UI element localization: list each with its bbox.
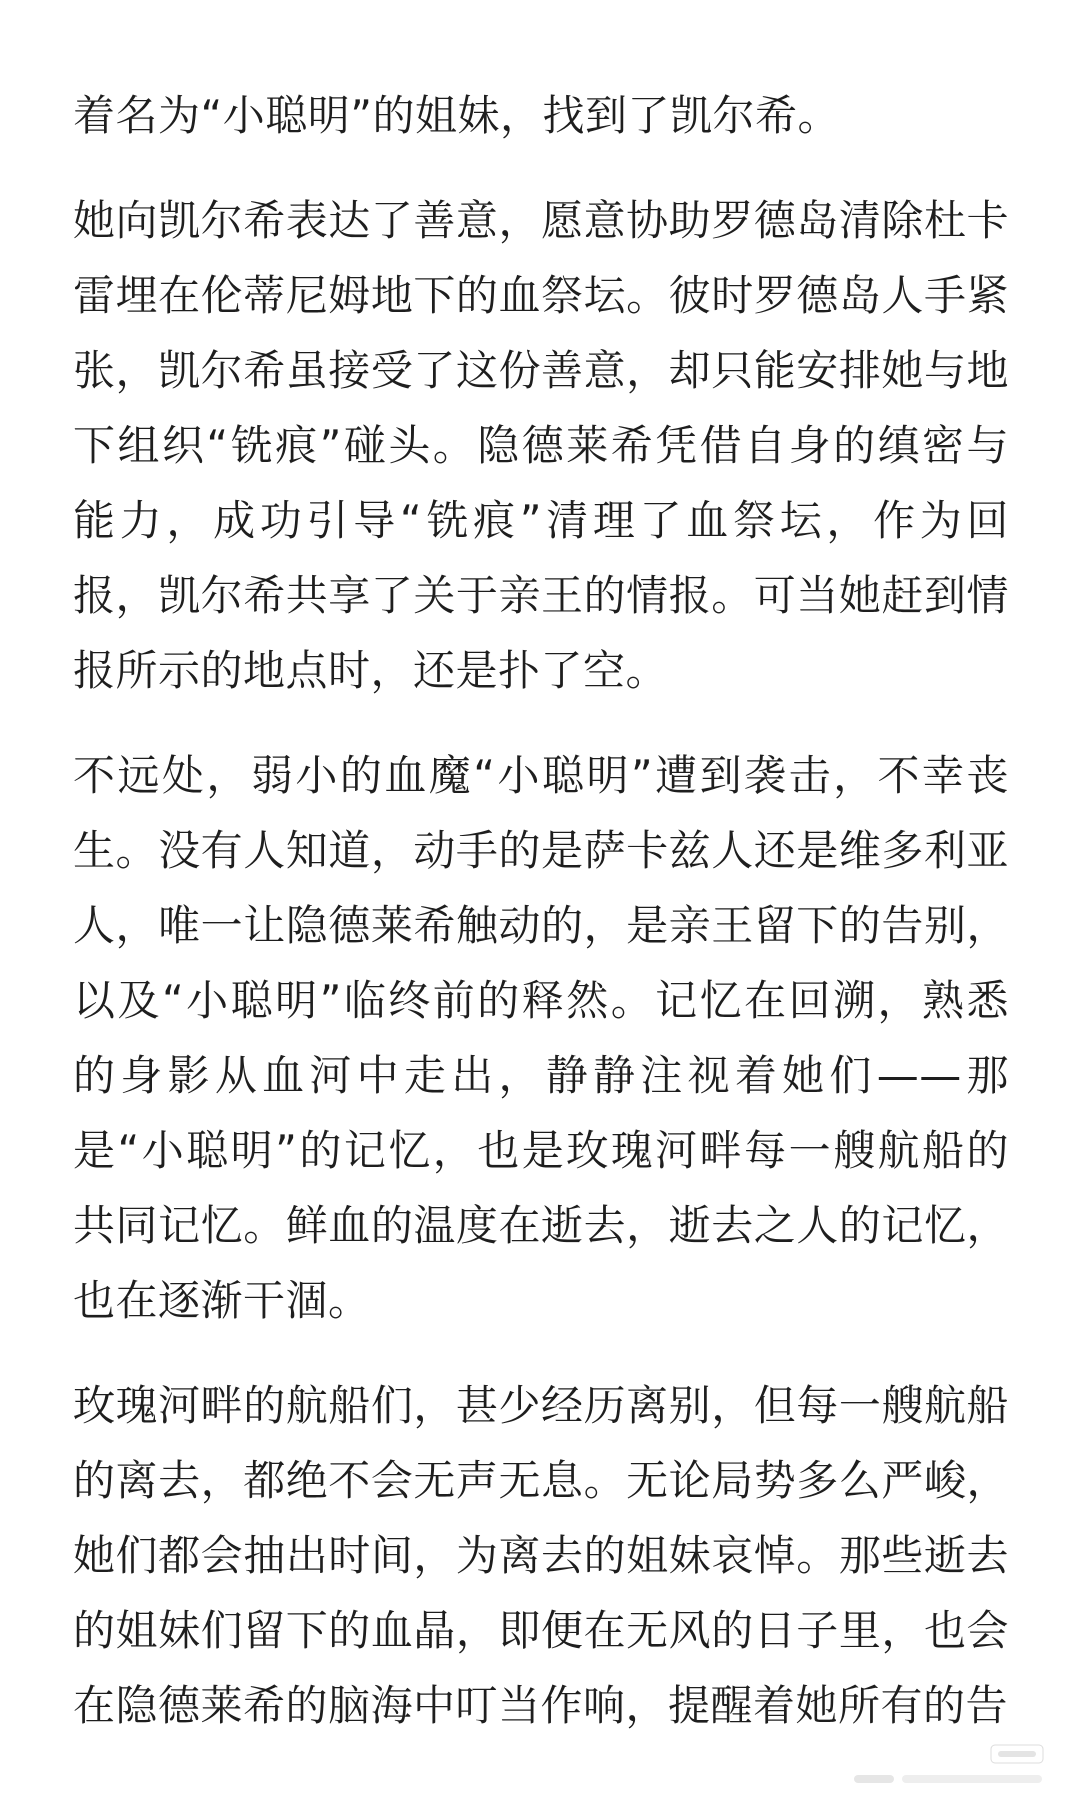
paragraph-4: 玫瑰河畔的航船们，甚少经历离别，但每一艘航船的离去，都绝不会无声无息。无论局势多么严峻，她们都会抽出时间，为离去的姐妹哀悼。那些逝去的姐妹们留下的血晶，即便在无风的日子里，也会在隐德莱希的脑海中叮当作响，提醒着她所有的告 [73, 1381, 1009, 1730]
article-body [73, 78, 1009, 1743]
paragraph-3: 不远处，弱小的血魔“小聪明”遭到袭击，不幸丧生。没有人知道，动手的是萨卡兹人还是维多利亚人，唯一让隐德莱希触动的，是亲王留下的告别，以及“小聪明”临终前的释然。记忆在回溯，熟悉的身影从血河中走出，静静注视着她们——那是“小聪明”的记忆，也是玫瑰河畔每一艘航船的共同记忆。鲜血的温度在逝去，逝去之人的记忆，也在逐渐干涸。 [73, 751, 1009, 1325]
paragraph-2: 她向凯尔希表达了善意，愿意协助罗德岛清除杜卡雷埋在伦蒂尼姆地下的血祭坛。彼时罗德岛人手紧张，凯尔希虽接受了这份善意，却只能安排她与地下组织“铣痕”碰头。隐德莱希凭借自身的缜密与能力，成功引导“铣痕”清理了血祭坛，作为回报，凯尔希共享了关于亲王的情报。可当她赶到情报所示的地点时，还是扑了空。 [73, 196, 1009, 695]
paragraph-1: 着名为“小聪明”的姐妹，找到了凯尔希。 [73, 91, 841, 140]
watermark-badge-icon [990, 1744, 1044, 1764]
watermark [854, 1744, 1044, 1786]
watermark-text-mark [854, 1772, 1044, 1786]
